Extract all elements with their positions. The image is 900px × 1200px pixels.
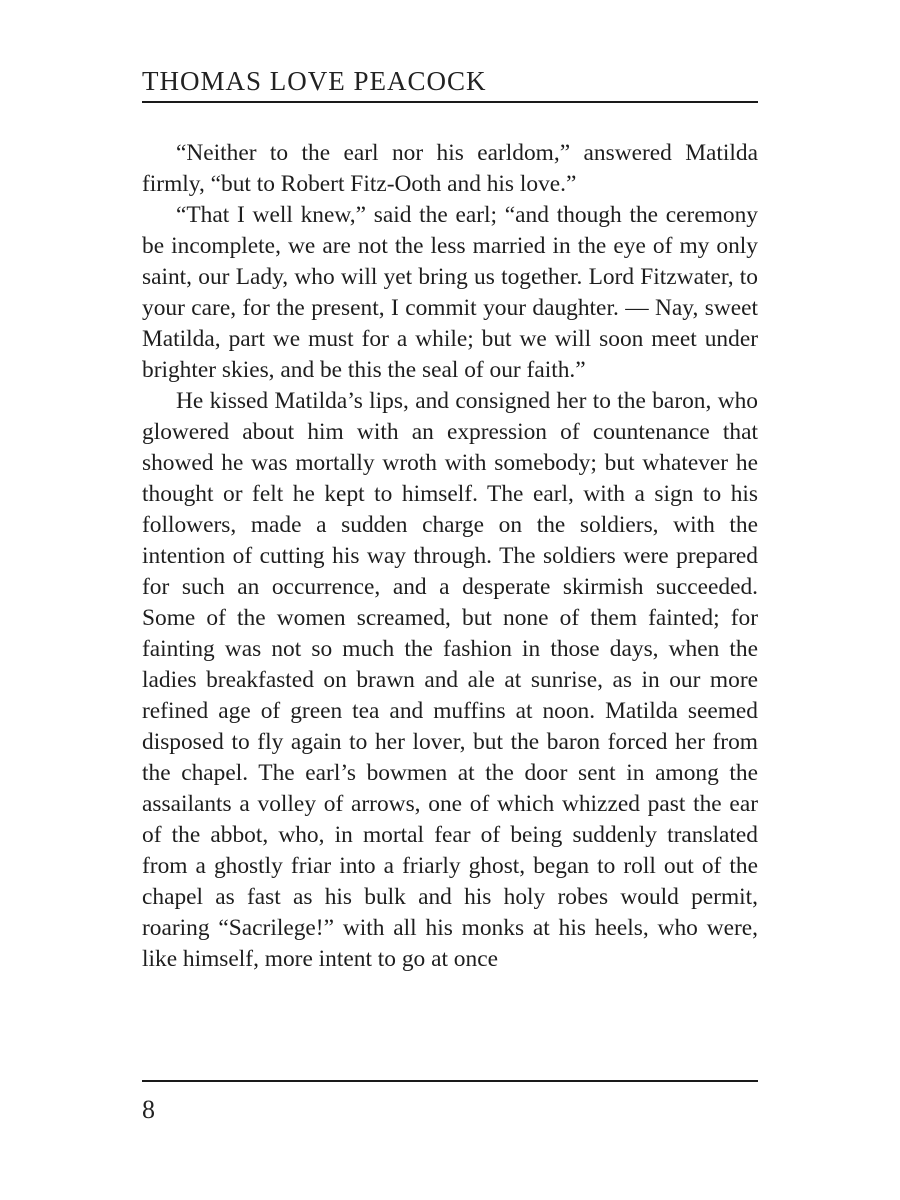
running-head-title: THOMAS LOVE PEACOCK — [142, 66, 487, 96]
paragraph: “That I well knew,” said the earl; “and though the ceremony be incomplete, we are not the less married in the eye of my only saint, our Lady, who will yet bring us together. Lord Fitzwater, to your care, for the present, I commit your daughter. — Nay, sweet Matilda, part we must for a while; but we will soon meet under brighter skies, and be this the seal of our faith.” — [142, 202, 758, 383]
header-rule — [142, 101, 758, 103]
paragraph: “Neither to the earl nor his earldom,” answered Matilda firmly, “but to Robert Fitz-Ooth and his love.” — [142, 140, 758, 197]
paragraph: He kissed Matilda’s lips, and consigned her to the baron, who glowered about him with an expression of countenance that showed he was mortally wroth with somebody; but whatever he thought or felt he kept to himself. The earl, with a sign to his followers, made a sudden charge on the soldiers, with the intention of cutting his way through. The soldiers were prepared for such an occurrence, and a desperate skirmish succeeded. Some of the women screamed, but none of them fainted; for fainting was not so much the fashion in those days, when the ladies breakfasted on brawn and ale at sunrise, as in our more refined age of green tea and muffins at noon. Matilda seemed disposed to fly again to her lover, but the baron forced her from the chapel. The earl’s bowmen at the door sent in among the assailants a volley of arrows, one of which whizzed past the ear of the abbot, who, in mortal fear of being suddenly translated from a ghostly friar into a friarly ghost, began to roll out of the chapel as fast as his bulk and his holy robes would permit, roaring “Sacrilege!” with all his monks at his heels, who were, like himself, more intent to go at once — [142, 388, 758, 972]
footer-rule — [142, 1080, 758, 1082]
page-number: 8 — [142, 1095, 155, 1124]
page-body — [142, 138, 758, 975]
